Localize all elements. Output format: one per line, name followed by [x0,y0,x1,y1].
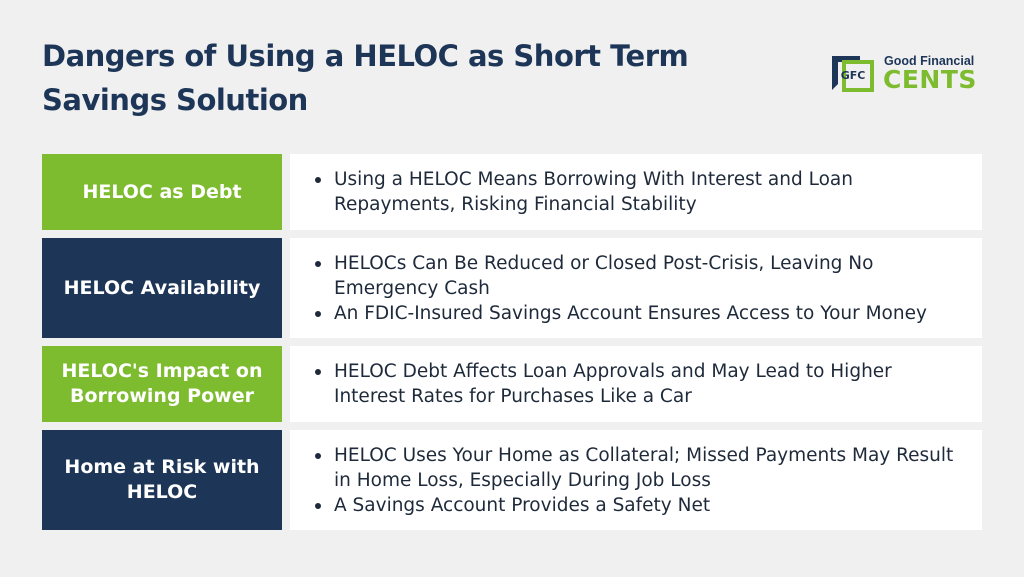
danger-row [42,346,982,422]
logo-badge-text: GFC [840,69,866,82]
danger-row [42,430,982,530]
row-label: HELOC Availability [42,238,282,338]
row-content [290,154,982,230]
gfc-badge-icon [830,54,874,92]
bullet-item: An FDIC-Insured Savings Account Ensures Access to Your Money [312,301,968,326]
row-label: Home at Risk with HELOC [42,430,282,530]
page-title-line-2: Savings Solution [42,83,308,117]
row-content [290,346,982,422]
row-label: HELOC's Impact on Borrowing Power [42,346,282,422]
bullet-item: A Savings Account Provides a Safety Net [312,493,968,518]
brand-logo [830,54,990,100]
row-content [290,430,982,530]
logo-text-line-2: CENTS [883,65,977,94]
bullet-item: HELOC Uses Your Home as Collateral; Missed Payments May Result in Home Loss, Especially During Job Loss [312,443,968,493]
page-title [42,34,762,122]
logo-text-line-1: Good Financial [884,54,975,68]
row-label: HELOC as Debt [42,154,282,230]
danger-row [42,238,982,338]
row-content [290,238,982,338]
bullet-item: Using a HELOC Means Borrowing With Interest and Loan Repayments, Risking Financial Stability [312,167,968,217]
page-title-line-1: Dangers of Using a HELOC as Short Term [42,39,689,73]
bullet-item: HELOC Debt Affects Loan Approvals and May Lead to Higher Interest Rates for Purchases Like a Car [312,359,968,409]
bullet-item: HELOCs Can Be Reduced or Closed Post-Crisis, Leaving No Emergency Cash [312,251,968,301]
danger-row [42,154,982,230]
